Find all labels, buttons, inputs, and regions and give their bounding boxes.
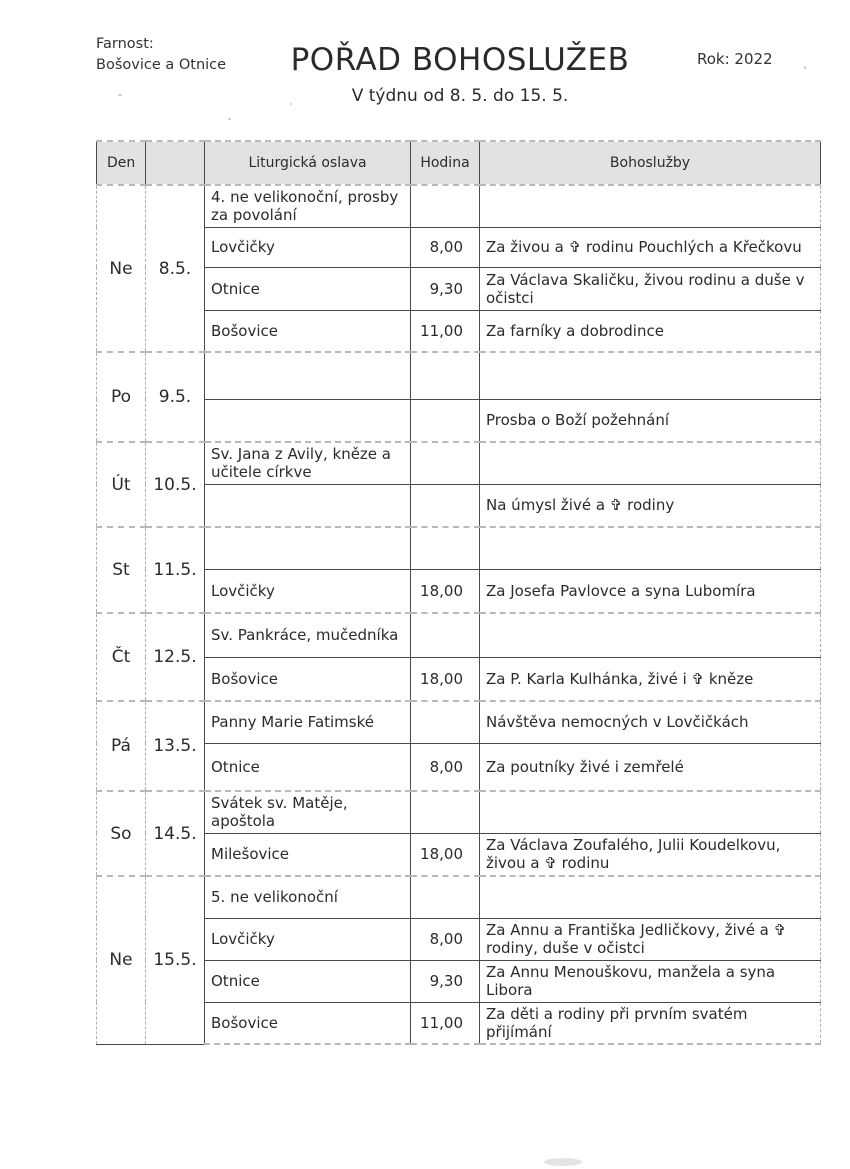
hour-cell: 8,00 [411, 918, 480, 960]
hour-cell [411, 791, 480, 833]
hour-cell: 8,00 [411, 227, 480, 267]
mass-cell: Za Václava Zoufalého, Julii Koudelkovu, živou a ✞ rodinu [480, 833, 821, 876]
mass-cell [480, 613, 821, 657]
table-row [97, 310, 821, 352]
celebration-cell [205, 352, 411, 399]
celebration-cell [205, 484, 411, 527]
mass-cell [480, 185, 821, 227]
mass-cell: Za Václava Skaličku, živou rodinu a duše v očistci [480, 267, 821, 310]
mass-cell [480, 876, 821, 918]
hour-cell [411, 352, 480, 399]
table-row [97, 876, 821, 918]
celebration-cell: Otnice [205, 743, 411, 791]
date-cell: 12.5. [146, 613, 205, 701]
day-cell: Ne [97, 876, 146, 1044]
celebration-cell [205, 399, 411, 442]
table-row [97, 918, 821, 960]
table-row [97, 352, 821, 399]
hour-cell [411, 613, 480, 657]
hour-cell: 11,00 [411, 310, 480, 352]
hour-cell: 9,30 [411, 267, 480, 310]
table-row [97, 484, 821, 527]
day-cell: So [97, 791, 146, 876]
hour-cell [411, 442, 480, 484]
mass-cell: Za farníky a dobrodince [480, 310, 821, 352]
hour-cell: 8,00 [411, 743, 480, 791]
mass-cell: Návštěva nemocných v Lovčičkách [480, 701, 821, 743]
mass-cell: Prosba o Boží požehnání [480, 399, 821, 442]
celebration-cell: Sv. Pankráce, mučedníka [205, 613, 411, 657]
scan-speck [544, 1158, 582, 1166]
celebration-cell: Bošovice [205, 1002, 411, 1044]
table-row [97, 960, 821, 1002]
table-row [97, 833, 821, 876]
hour-cell [411, 527, 480, 569]
year-label: Rok: 2022 [697, 50, 773, 68]
hour-cell: 18,00 [411, 569, 480, 613]
parish-name: Bošovice a Otnice [96, 57, 227, 73]
table-row [97, 442, 821, 484]
hour-cell [411, 185, 480, 227]
celebration-cell: Bošovice [205, 657, 411, 701]
table-row [97, 399, 821, 442]
hour-cell: 18,00 [411, 833, 480, 876]
date-cell: 11.5. [146, 527, 205, 613]
scan-speck [290, 103, 292, 105]
table-row [97, 267, 821, 310]
celebration-cell: Panny Marie Fatimské [205, 701, 411, 743]
table-row [97, 569, 821, 613]
schedule-table [96, 140, 821, 1045]
mass-cell: Za živou a ✞ rodinu Pouchlých a Křečkovu [480, 227, 821, 267]
day-cell: Pá [97, 701, 146, 791]
celebration-cell: Milešovice [205, 833, 411, 876]
celebration-cell: Otnice [205, 267, 411, 310]
day-cell: Út [97, 442, 146, 527]
celebration-cell: Otnice [205, 960, 411, 1002]
table-row [97, 743, 821, 791]
table-row [97, 227, 821, 267]
mass-cell: Za poutníky živé i zemřelé [480, 743, 821, 791]
day-cell: Čt [97, 613, 146, 701]
mass-cell [480, 352, 821, 399]
mass-cell [480, 791, 821, 833]
date-cell: 9.5. [146, 352, 205, 442]
scan-speck [804, 66, 806, 69]
day-cell: Ne [97, 185, 146, 352]
scan-speck [228, 118, 231, 120]
mass-cell: Za Annu Menouškovu, manžela a syna Libora [480, 960, 821, 1002]
celebration-cell: Svátek sv. Matěje, apoštola [205, 791, 411, 833]
celebration-cell: 5. ne velikonoční [205, 876, 411, 918]
hour-cell: 18,00 [411, 657, 480, 701]
column-header: Liturgická oslava [205, 141, 411, 185]
mass-cell: Za P. Karla Kulhánka, živé i ✞ kněze [480, 657, 821, 701]
date-cell: 14.5. [146, 791, 205, 876]
celebration-cell: Lovčičky [205, 918, 411, 960]
parish-label: Farnost: [96, 36, 154, 52]
table-row [97, 701, 821, 743]
mass-cell [480, 442, 821, 484]
celebration-cell: Lovčičky [205, 569, 411, 613]
celebration-cell: Bošovice [205, 310, 411, 352]
mass-cell: Za děti a rodiny při prvním svatém přijímání [480, 1002, 821, 1044]
column-header: Bohoslužby [480, 141, 821, 185]
hour-cell [411, 399, 480, 442]
mass-cell: Za Josefa Pavlovce a syna Lubomíra [480, 569, 821, 613]
scan-speck [118, 94, 122, 96]
celebration-cell: Lovčičky [205, 227, 411, 267]
hour-cell [411, 876, 480, 918]
table-header-row [97, 141, 821, 185]
column-header: Hodina [411, 141, 480, 185]
table-row [97, 1002, 821, 1044]
page-title: POŘAD BOHOSLUŽEB [290, 42, 630, 78]
week-range: V týdnu od 8. 5. do 15. 5. [351, 86, 569, 106]
mass-cell: Na úmysl živé a ✞ rodiny [480, 484, 821, 527]
mass-cell: Za Annu a Františka Jedličkovy, živé a ✞ rodiny, duše v očistci [480, 918, 821, 960]
column-header [146, 141, 205, 185]
celebration-cell: 4. ne velikonoční, prosby za povolání [205, 185, 411, 227]
celebration-cell [205, 527, 411, 569]
date-cell: 15.5. [146, 876, 205, 1044]
celebration-cell: Sv. Jana z Avily, kněze a učitele církve [205, 442, 411, 484]
date-cell: 10.5. [146, 442, 205, 527]
day-cell: St [97, 527, 146, 613]
schedule-body [97, 185, 821, 1044]
table-row [97, 613, 821, 657]
table-row [97, 185, 821, 227]
mass-cell [480, 527, 821, 569]
table-row [97, 527, 821, 569]
day-cell: Po [97, 352, 146, 442]
date-cell: 8.5. [146, 185, 205, 352]
column-header: Den [97, 141, 146, 185]
date-cell: 13.5. [146, 701, 205, 791]
parish-block [96, 34, 226, 76]
hour-cell: 9,30 [411, 960, 480, 1002]
hour-cell: 11,00 [411, 1002, 480, 1044]
table-row [97, 657, 821, 701]
table-row [97, 791, 821, 833]
hour-cell [411, 484, 480, 527]
hour-cell [411, 701, 480, 743]
